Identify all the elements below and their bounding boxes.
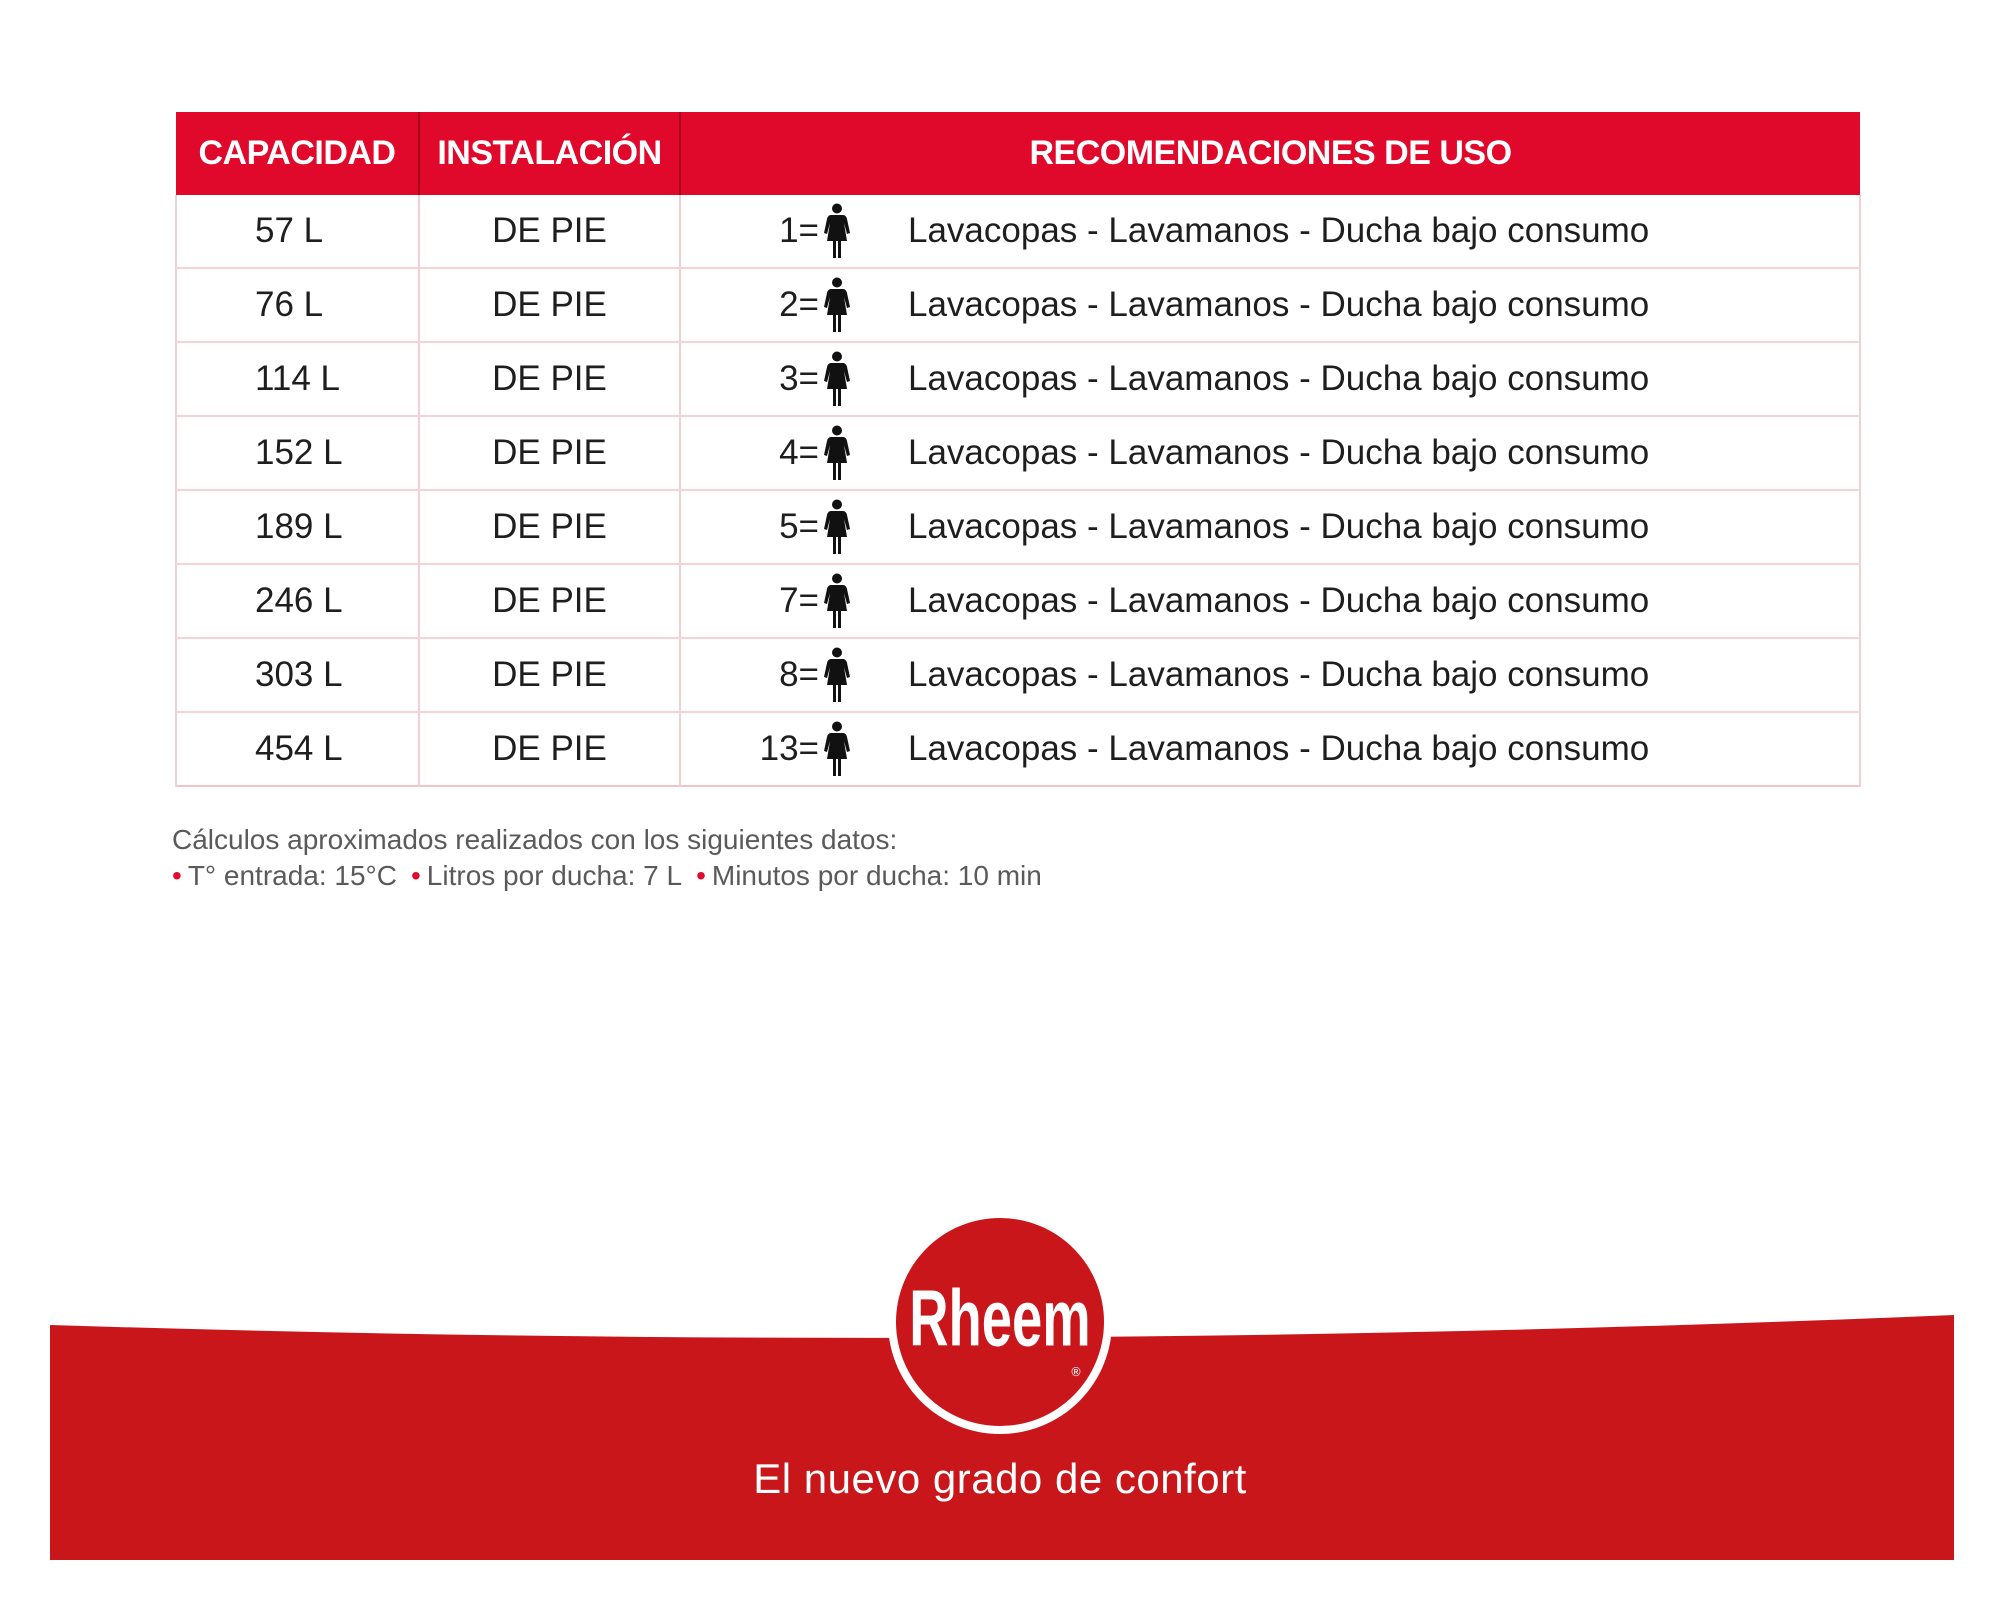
- recommendation-cell: [680, 490, 1860, 564]
- notes-bullet-list: [172, 858, 1056, 894]
- person-icon: [822, 203, 852, 259]
- capacity-cell: 189 L: [176, 490, 419, 564]
- bullet-dot: •: [696, 860, 706, 891]
- usage-recommendation: Lavacopas - Lavamanos - Ducha bajo consumo: [908, 285, 1650, 324]
- notes-bullet-text: Minutos por ducha: 10 min: [711, 860, 1042, 891]
- capacity-cell: 152 L: [176, 416, 419, 490]
- capacity-table: [175, 112, 1861, 787]
- people-count: 2=: [779, 285, 819, 324]
- recommendation-cell: [680, 268, 1860, 342]
- recommendation-cell: [680, 564, 1860, 638]
- header-capacity: CAPACIDAD: [176, 112, 419, 195]
- header-recommendations: RECOMENDACIONES DE USO: [680, 112, 1860, 195]
- bullet-dot: •: [172, 860, 182, 891]
- notes-bullet-text: Litros por ducha: 7 L: [426, 860, 683, 891]
- people-count: 7=: [779, 581, 819, 620]
- table-row: [176, 195, 1860, 268]
- installation-cell: DE PIE: [419, 490, 680, 564]
- people-count: 5=: [779, 507, 819, 546]
- usage-recommendation: Lavacopas - Lavamanos - Ducha bajo consumo: [908, 581, 1650, 620]
- person-icon: [822, 573, 852, 629]
- capacity-cell: 303 L: [176, 638, 419, 712]
- recommendation-cell: [680, 638, 1860, 712]
- person-icon: [822, 351, 852, 407]
- table-body: [176, 195, 1860, 786]
- table-header: [176, 112, 1860, 195]
- person-icon: [822, 425, 852, 481]
- installation-cell: DE PIE: [419, 268, 680, 342]
- table-row: [176, 490, 1860, 564]
- usage-recommendation: Lavacopas - Lavamanos - Ducha bajo consumo: [908, 359, 1650, 398]
- person-icon: [822, 721, 852, 777]
- person-icon: [822, 499, 852, 555]
- notes-intro: Cálculos aproximados realizados con los siguientes datos:: [172, 824, 898, 855]
- table-row: [176, 564, 1860, 638]
- notes-bullet-text: T° entrada: 15°C: [187, 860, 397, 891]
- installation-cell: DE PIE: [419, 712, 680, 786]
- people-count: 13=: [759, 729, 819, 768]
- installation-cell: DE PIE: [419, 195, 680, 268]
- notes-bullet-item: [172, 860, 397, 891]
- person-icon: [822, 277, 852, 333]
- rheem-logo: [886, 1208, 1114, 1436]
- people-count: 4=: [779, 433, 819, 472]
- table-row: [176, 268, 1860, 342]
- notes-bullet-item: [696, 860, 1042, 891]
- usage-recommendation: Lavacopas - Lavamanos - Ducha bajo consumo: [908, 655, 1650, 694]
- capacity-cell: 57 L: [176, 195, 419, 268]
- person-icon: [822, 647, 852, 703]
- capacity-cell: 76 L: [176, 268, 419, 342]
- usage-recommendation: Lavacopas - Lavamanos - Ducha bajo consumo: [908, 507, 1650, 546]
- installation-cell: DE PIE: [419, 638, 680, 712]
- recommendation-cell: [680, 712, 1860, 786]
- capacity-cell: 246 L: [176, 564, 419, 638]
- people-count: 1=: [779, 211, 819, 250]
- calculation-notes: [172, 822, 1056, 894]
- usage-recommendation: Lavacopas - Lavamanos - Ducha bajo consumo: [908, 433, 1650, 472]
- usage-recommendation: Lavacopas - Lavamanos - Ducha bajo consumo: [908, 729, 1650, 768]
- installation-cell: DE PIE: [419, 564, 680, 638]
- recommendation-cell: [680, 342, 1860, 416]
- table-row: [176, 712, 1860, 786]
- bullet-dot: •: [410, 860, 421, 891]
- capacity-cell: 454 L: [176, 712, 419, 786]
- table-row: [176, 416, 1860, 490]
- notes-bullet-item: [411, 860, 682, 891]
- capacity-cell: 114 L: [176, 342, 419, 416]
- people-count: 3=: [779, 359, 819, 398]
- people-count: 8=: [779, 655, 819, 694]
- header-installation: INSTALACIÓN: [419, 112, 680, 195]
- svg-text:®: ®: [1070, 1365, 1082, 1379]
- tagline: El nuevo grado de confort: [753, 1455, 1247, 1502]
- recommendation-cell: [680, 195, 1860, 268]
- table-row: [176, 342, 1860, 416]
- installation-cell: DE PIE: [419, 342, 680, 416]
- logo-wordmark: Rheem: [909, 1274, 1091, 1364]
- table-row: [176, 638, 1860, 712]
- recommendation-cell: [680, 416, 1860, 490]
- installation-cell: DE PIE: [419, 416, 680, 490]
- usage-recommendation: Lavacopas - Lavamanos - Ducha bajo consumo: [908, 211, 1650, 250]
